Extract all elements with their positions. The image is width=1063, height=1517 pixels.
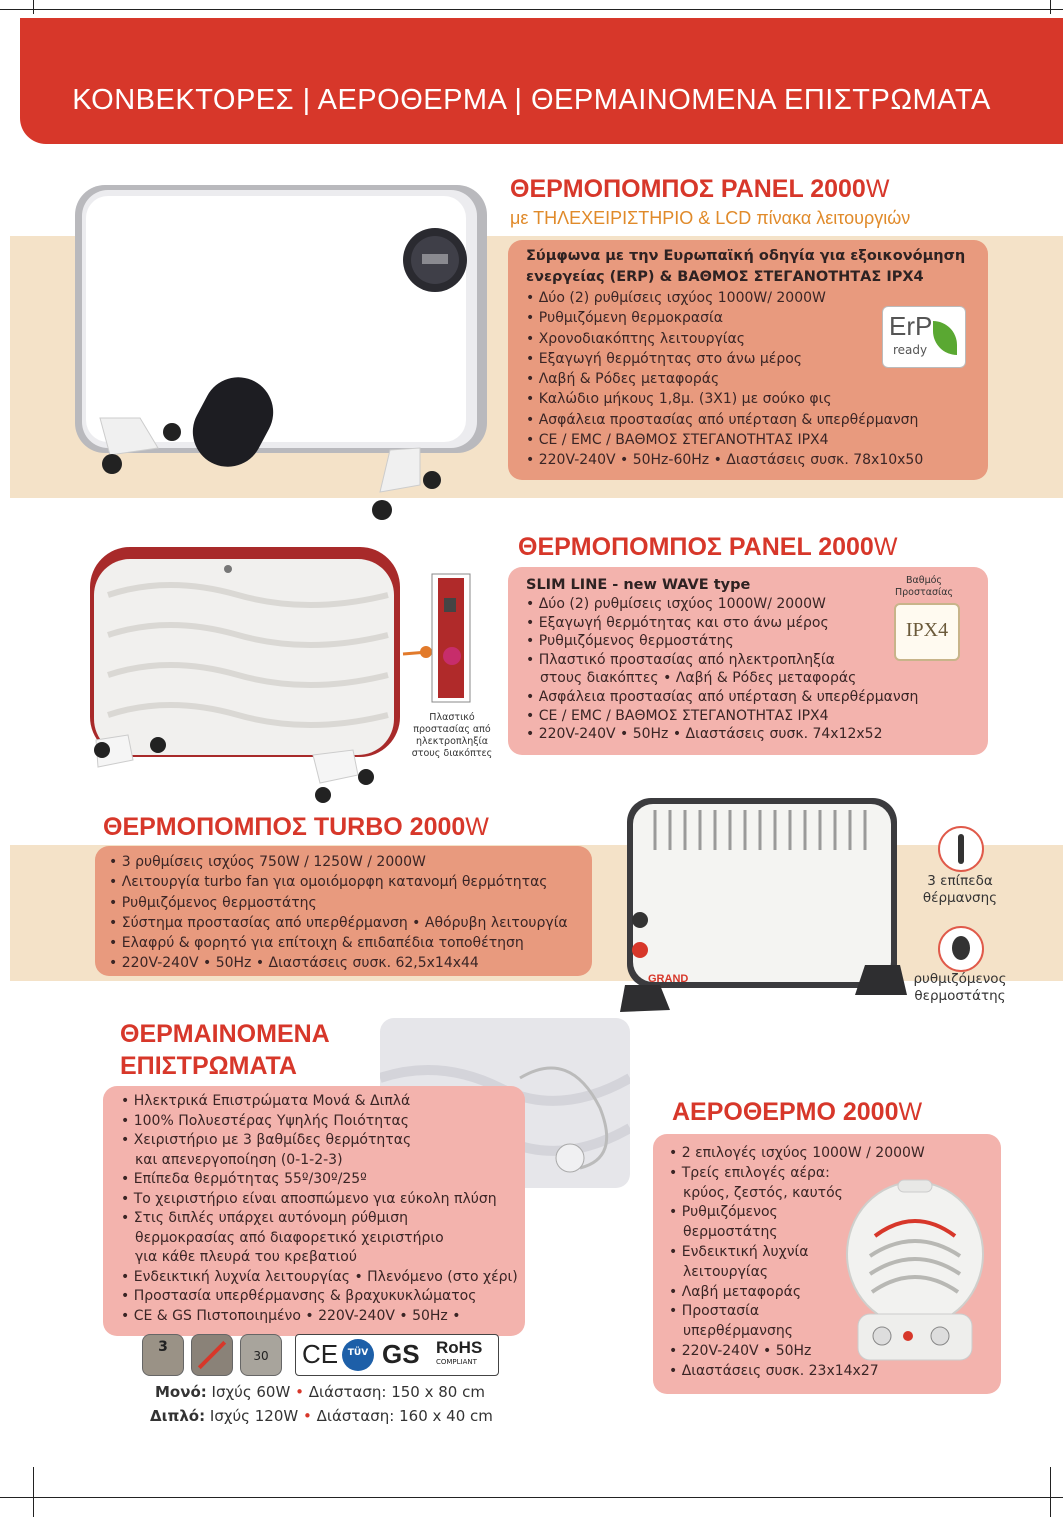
single-spec: Μονό: Ισχύς 60W • Διάσταση: 150 x 80 cm: [155, 1383, 485, 1401]
levels-icon: [938, 826, 984, 872]
panel1-subtitle: με ΤΗΛΕΧΕΙΡΙΣΤΗΡΙΟ & LCD πίνακα λειτουργιών: [510, 208, 911, 228]
panel2-features-box: [508, 567, 988, 755]
panel1-features-box: [508, 240, 988, 480]
list-item: • Εξαγωγή θερμότητας στο άνω μέρος: [526, 349, 923, 369]
thermostat-icon: [938, 926, 984, 972]
list-item: • Ασφάλεια προστασίας από υπέρταση & υπερθέρμανση: [526, 688, 918, 707]
heat-levels-icon: 3: [142, 1334, 184, 1376]
list-item: • Καλώδιο μήκους 1,8μ. (3Χ1) με σούκο φις: [526, 389, 923, 409]
rohs-mark: RoHS COMPLIANT: [436, 1338, 483, 1366]
plastic-caption: Πλαστικό προστασίας από ηλεκτροπληξία στους διακόπτες: [411, 712, 493, 759]
list-item: • CE / EMC / ΒΑΘΜΟΣ ΣΤΕΓΑΝΟΤΗΤΑΣ IPX4: [526, 430, 923, 450]
no-folding-icon: [191, 1334, 233, 1376]
leaf-icon: [933, 321, 957, 355]
list-item: • CE / EMC / ΒΑΘΜΟΣ ΣΤΕΓΑΝΟΤΗΤΑΣ IPX4: [526, 707, 918, 726]
turbo-brand: GRAND: [648, 973, 689, 985]
double-spec: Διπλό: Ισχύς 120W • Διάσταση: 160 x 40 cm: [150, 1407, 493, 1425]
fan-heater-title: ΑΕΡΟΘΕΡΜΟ 2000W: [672, 1098, 923, 1126]
list-item: • Τρείς επιλογές αέρα:: [669, 1164, 925, 1184]
page-title: ΚΟΝΒΕΚΤΟΡΕΣ | ΑΕΡΟΘΕΡΜΑ | ΘΕΡΜΑΙΝΟΜΕΝΑ ΕΠΙΣΤΡΩΜΑΤΑ: [72, 84, 991, 116]
list-item: λειτουργίας: [683, 1263, 769, 1280]
list-item: • Σύστημα προστασίας από υπερθέρμανση • Αθόρυβη λειτουργία: [109, 913, 568, 933]
list-item: • 2 επιλογές ισχύος 1000W / 2000W: [669, 1144, 925, 1164]
turbo-features-box: [95, 846, 592, 976]
list-item: • Δύο (2) ρυθμίσεις ισχύος 1000W/ 2000W: [526, 595, 918, 614]
list-item: • Το χειριστήριο είναι αποσπώμενο για εύκολη πλύση: [121, 1190, 518, 1210]
list-item: • Προστασία: [669, 1302, 925, 1322]
list-item: • 3 ρυθμίσεις ισχύος 750W / 1250W / 2000W: [109, 852, 568, 872]
fan-heater-image: [840, 1176, 990, 1366]
list-item: • Λαβή μεταφοράς: [669, 1283, 925, 1303]
list-item: • Πλαστικό προστασίας από ηλεκτροπληξία: [526, 651, 918, 670]
switch-detail-image: [398, 572, 473, 707]
panel1-title: ΘΕΡΜΟΠΟΜΠΟΣ PANEL 2000W: [510, 175, 890, 203]
list-item: και απενεργοποίηση (0-1-2-3): [135, 1151, 343, 1168]
list-item: • Προστασία υπερθέρμανσης & βραχυκυκλώματος: [121, 1287, 518, 1307]
list-item: • CE & GS Πιστοποιημένο • 220V-240V • 50Hz •: [121, 1307, 518, 1327]
panel1-lead: Σύμφωνα με την Ευρωπαϊκή οδηγία για εξοικονόμηση ενεργείας (ERP) & ΒΑΘΜΟΣ ΣΤΕΓΑΝΟΤΗΤΑΣ IPX4: [526, 248, 966, 285]
list-item: κρύος, ζεστός, καυτός: [683, 1184, 843, 1201]
list-item: • Χειριστήριο με 3 βαθμίδες θερμότητας: [121, 1131, 518, 1151]
list-item: • Ρυθμιζόμενος: [669, 1203, 925, 1223]
tuv-mark: TÜV: [342, 1339, 374, 1371]
panel1-feature-list: [526, 288, 923, 471]
list-item: • 220V-240V • 50Hz • Διαστάσεις συσκ. 62,5x14x44: [109, 953, 568, 973]
blanket-features-box: [103, 1086, 525, 1336]
gs-mark: GS: [382, 1339, 420, 1369]
list-item: • Δύο (2) ρυθμίσεις ισχύος 1000W/ 2000W: [526, 288, 923, 308]
panel2-feature-list: [526, 595, 918, 744]
ce-mark: CE: [302, 1339, 339, 1369]
list-item: • Λειτουργία turbo fan για ομοιόμορφη κατανομή θερμότητας: [109, 872, 568, 892]
list-item: για κάθε πλευρά του κρεβατιού: [135, 1249, 357, 1265]
erp-ready-badge: ErP ready: [882, 306, 966, 368]
list-item: • Ρυθμιζόμενος θερμοστάτης: [109, 893, 568, 913]
wash-30-icon: 30: [240, 1334, 282, 1376]
list-item: • Ρυθμιζόμενος θερμοστάτης: [526, 632, 918, 651]
wave-heater-image: [88, 545, 408, 805]
list-item: στους διακόπτες • Λαβή & Ρόδες μεταφοράς: [540, 670, 857, 687]
list-item: • 220V-240V • 50Hz: [669, 1342, 925, 1362]
blanket-feature-list: [121, 1092, 518, 1326]
turbo-title: ΘΕΡΜΟΠΟΜΠΟΣ TURBO 2000W: [103, 813, 489, 841]
list-item: • Ηλεκτρικά Επιστρώματα Μονά & Διπλά: [121, 1092, 518, 1112]
list-item: • Λαβή & Ρόδες μεταφοράς: [526, 369, 923, 389]
list-item: • Επίπεδα θερμότητας 55º/30º/25º: [121, 1170, 518, 1190]
crop-mark: [33, 1467, 34, 1517]
levels-caption: 3 επίπεδα θέρμανσης: [922, 873, 998, 906]
crop-mark: [0, 1497, 1063, 1498]
crop-mark: [1050, 0, 1051, 14]
list-item: • Διαστάσεις συσκ. 23x14x27: [669, 1362, 925, 1382]
list-item: • Ενδεικτική λυχνία λειτουργίας • Πλενόμενο (στο χέρι): [121, 1268, 518, 1288]
panel2-lead: SLIM LINE - new WAVE type: [526, 577, 751, 593]
list-item: • Ελαφρύ & φορητό για επίτοιχη & επιδαπέδια τοποθέτηση: [109, 933, 568, 953]
list-item: • Ενδεικτική λυχνία: [669, 1243, 925, 1263]
header-banner: [20, 18, 1063, 144]
blanket-title: ΘΕΡΜΑΙΝΟΜΕΝΑ ΕΠΙΣΤΡΩΜΑΤΑ: [120, 1020, 330, 1080]
list-item: • Στις διπλές υπάρχει αυτόνομη ρύθμιση: [121, 1209, 518, 1229]
certifications-strip: [295, 1334, 499, 1376]
list-item: • 220V-240V • 50Hz • Διαστάσεις συσκ. 74x12x52: [526, 725, 918, 744]
list-item: θερμοκρασίας από διαφορετικό χειριστήριο: [135, 1229, 444, 1246]
crop-mark: [33, 0, 34, 14]
list-item: • Ρυθμιζόμενη θερμοκρασία: [526, 308, 923, 328]
turbo-feature-list: [109, 852, 568, 974]
thermostat-caption: ρυθμιζόμενος θερμοστάτης: [913, 971, 1007, 1004]
list-item: υπερθέρμανσης: [683, 1323, 793, 1340]
crop-mark: [0, 9, 1063, 10]
list-item: • Χρονοδιακόπτης λειτουργίας: [526, 329, 923, 349]
list-item: θερμοστάτης: [683, 1224, 778, 1241]
list-item: • Ασφάλεια προστασίας από υπέρταση & υπερθέρμανση: [526, 410, 923, 430]
ipx-caption: Βαθμός Προστασίας: [894, 575, 954, 598]
panel-heater-image: [70, 180, 500, 525]
crop-mark: [1050, 1467, 1051, 1517]
list-item: • Εξαγωγή θερμότητας και στο άνω μέρος: [526, 614, 918, 633]
panel2-title: ΘΕΡΜΟΠΟΜΠΟΣ PANEL 2000W: [518, 533, 898, 561]
ipx4-badge: IPX4: [894, 603, 960, 661]
list-item: • 100% Πολυεστέρας Υψηλής Ποιότητας: [121, 1112, 518, 1132]
list-item: • 220V-240V • 50Hz-60Hz • Διαστάσεις συσκ. 78x10x50: [526, 450, 923, 470]
